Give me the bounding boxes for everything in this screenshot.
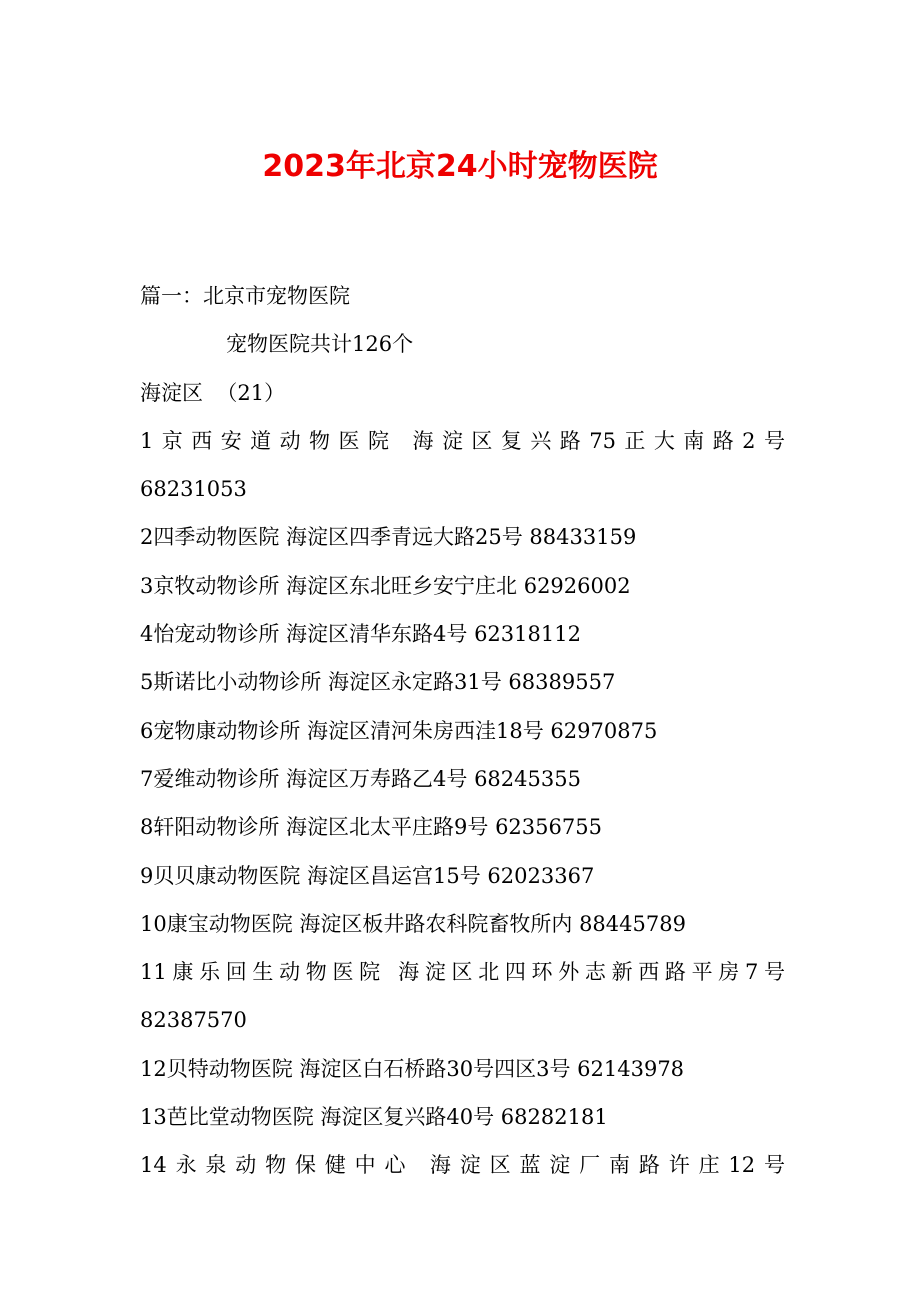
list-item: 7爱维动物诊所 海淀区万寿路乙4号 68245355 xyxy=(140,766,581,791)
list-item: 1京西安道动物医院 海淀区复兴路75正大南路2号 xyxy=(140,428,785,453)
document-body xyxy=(140,272,785,1190)
list-item: 10康宝动物医院 海淀区板井路农科院畜牧所内 88445789 xyxy=(140,911,686,936)
list-item: 6宠物康动物诊所 海淀区清河朱房西洼18号 62970875 xyxy=(140,718,658,743)
list-item: 8轩阳动物诊所 海淀区北太平庄路9号 62356755 xyxy=(140,815,602,840)
list-item: 12贝特动物医院 海淀区白石桥路30号四区3号 62143978 xyxy=(140,1056,685,1081)
list-item: 4怡宠动物诊所 海淀区清华东路4号 62318112 xyxy=(140,622,581,647)
list-item: 3京牧动物诊所 海淀区东北旺乡安宁庄北 62926002 xyxy=(140,573,631,598)
list-item: 11康乐回生动物医院 海淀区北四环外志新西路平房7号 xyxy=(140,960,785,985)
list-item: 13芭比堂动物医院 海淀区复兴路40号 68282181 xyxy=(140,1105,608,1130)
total-count-line: 宠物医院共计126个 xyxy=(226,332,414,357)
list-item: 2四季动物医院 海淀区四季青远大路25号 88433159 xyxy=(140,525,637,550)
list-item: 9贝贝康动物医院 海淀区昌运宫15号 62023367 xyxy=(140,863,595,888)
list-item: 5斯诺比小动物诊所 海淀区永定路31号 68389557 xyxy=(140,670,616,695)
document-title: 2023年北京24小时宠物医院 xyxy=(262,149,658,184)
list-item: 82387570 xyxy=(140,1008,247,1033)
list-item: 68231053 xyxy=(140,477,247,502)
list-item: 14永泉动物保健中心 海淀区蓝淀厂南路许庄12号 xyxy=(140,1153,785,1178)
district-heading: 海淀区 （21） xyxy=(140,380,286,405)
section-heading: 篇一：北京市宠物医院 xyxy=(140,284,350,308)
